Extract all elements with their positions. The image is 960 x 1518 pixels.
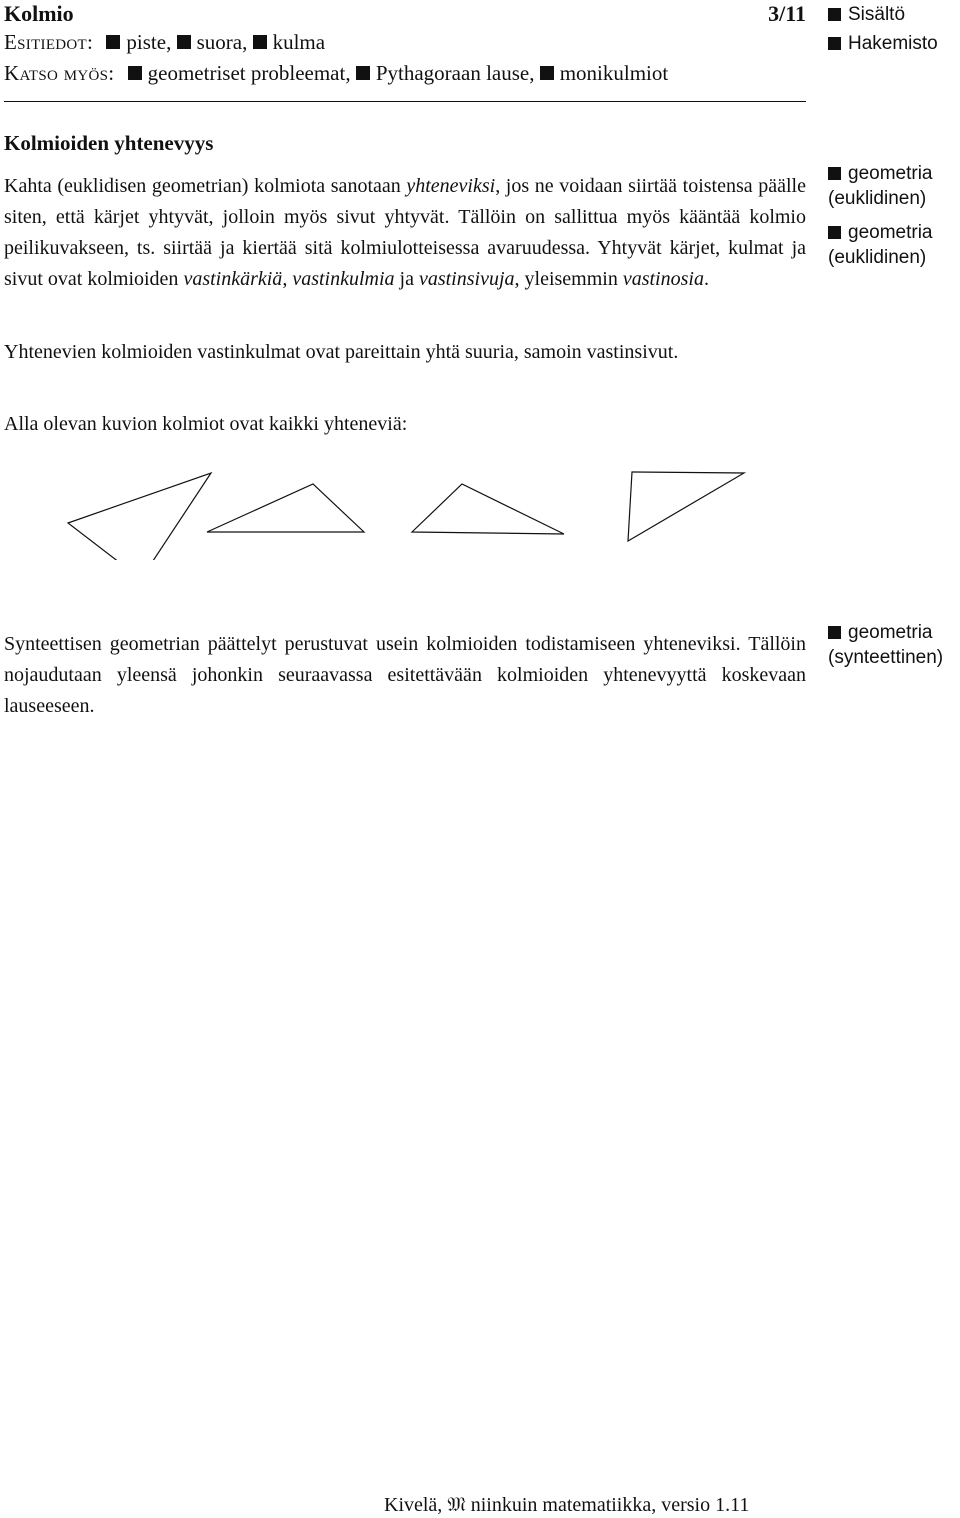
term-corresponding-parts: vastinosia bbox=[622, 268, 704, 290]
logo-frak-m: 𝔐 bbox=[447, 1492, 466, 1516]
margin-note-euclidean-geometry-1[interactable]: geometria (euklidinen) bbox=[828, 163, 933, 209]
margin-note-synthetic-geometry[interactable]: geometria (synteettinen) bbox=[828, 622, 944, 668]
section-title: Kolmioiden yhtenevyys bbox=[4, 131, 214, 155]
see-also-link-geometric-problems[interactable]: geometriset probleemat, bbox=[128, 61, 351, 85]
header-divider bbox=[4, 101, 806, 102]
page-number: 3/11 bbox=[768, 1, 806, 26]
square-bullet-icon bbox=[828, 167, 841, 180]
square-bullet-icon bbox=[540, 66, 554, 80]
prereq-link-point[interactable]: piste, bbox=[106, 30, 171, 54]
index-link[interactable]: Hakemisto bbox=[828, 29, 938, 59]
square-bullet-icon bbox=[828, 626, 841, 639]
term-corresponding-sides: vastinsivuja bbox=[418, 268, 515, 290]
triangle-3 bbox=[412, 484, 564, 534]
prerequisites-line bbox=[4, 27, 806, 58]
prerequisites-label: Esitiedot: bbox=[4, 30, 94, 54]
see-also-line bbox=[4, 58, 806, 89]
prereq-link-angle[interactable]: kulma bbox=[253, 30, 326, 54]
square-bullet-icon bbox=[106, 35, 120, 49]
triangle-4 bbox=[628, 472, 744, 541]
square-bullet-icon bbox=[356, 66, 370, 80]
term-congruent: yhteneviksi bbox=[406, 175, 496, 197]
square-bullet-icon bbox=[128, 66, 142, 80]
see-also-label: Katso myös: bbox=[4, 61, 115, 85]
triangle-1 bbox=[68, 473, 211, 560]
paragraph-synthetic-geometry: Synteettisen geometrian päättelyt perustuvat usein kolmioiden todistamiseen yhteneviksi. Tällöin nojaudutaan yleensä johonkin seuraavassa esitettävään kolmioiden yhtenevyyttä koskevaan lauseeseen. bbox=[4, 633, 806, 717]
square-bullet-icon bbox=[253, 35, 267, 49]
square-bullet-icon bbox=[177, 35, 191, 49]
see-also-link-polygons[interactable]: monikulmiot bbox=[540, 61, 669, 85]
see-also-link-pythagorean-theorem[interactable]: Pythagoraan lause, bbox=[356, 61, 535, 85]
congruent-triangles-figure bbox=[64, 470, 764, 560]
term-corresponding-angles: vastinkulmia bbox=[292, 268, 395, 290]
paragraph-definition: Kahta (euklidisen geometrian) kolmiota sanotaan yhteneviksi, jos ne voidaan siirtää toistensa päälle siten, että kärjet yhtyvät, jolloin myös sivut yhtyvät. Tällöin on sallittua myös kääntää kolmio peilikuvakseen, ts. siirtää ja kiertää sitä kolmiulotteisessa avaruudessa. Yhtyvät kärjet, kulmat ja sivut ovat kolmioiden vastinkärkiä, vastinkulmia ja vastinsivuja, yleisemmin vastinosia. bbox=[4, 175, 806, 290]
document-title: Kolmio bbox=[4, 1, 74, 26]
square-bullet-icon bbox=[828, 8, 841, 21]
square-bullet-icon bbox=[828, 37, 841, 50]
term-corresponding-vertices: vastinkärkiä bbox=[183, 268, 283, 290]
contents-link[interactable]: Sisältö bbox=[828, 0, 905, 30]
prereq-link-line[interactable]: suora, bbox=[177, 30, 248, 54]
square-bullet-icon bbox=[828, 226, 841, 239]
title-row bbox=[4, 0, 806, 27]
paragraph-figure-intro: Alla olevan kuvion kolmiot ovat kaikki yhteneviä: bbox=[4, 413, 408, 435]
paragraph-corresponding-angles: Yhtenevien kolmioiden vastinkulmat ovat pareittain yhtä suuria, samoin vastinsivut. bbox=[4, 341, 679, 363]
footer: Kivelä, 𝔐 niinkuin matematiikka, versio 1.11 bbox=[384, 1492, 750, 1516]
main-column bbox=[4, 0, 806, 717]
margin-note-euclidean-geometry-2[interactable]: geometria (euklidinen) bbox=[828, 222, 933, 268]
triangle-2 bbox=[207, 484, 364, 532]
